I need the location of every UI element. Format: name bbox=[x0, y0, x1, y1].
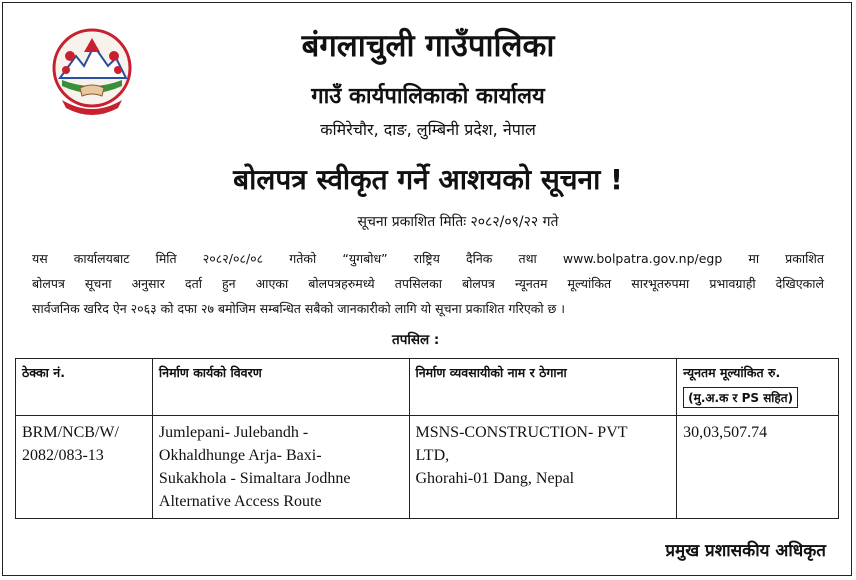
contractor-line: MSNS-CONSTRUCTION- PVT bbox=[415, 424, 628, 441]
cell-contract-no bbox=[16, 416, 153, 519]
cell-amount: 30,03,507.74 bbox=[677, 416, 839, 519]
contract-no-line: BRM/NCB/W/ bbox=[22, 424, 119, 441]
cell-description bbox=[152, 416, 409, 519]
office-address: कमिरेचौर, दाङ, लुम्बिनी प्रदेश, नेपाल bbox=[320, 120, 536, 139]
header-contract-no: ठेक्का नं. bbox=[16, 359, 153, 416]
published-date: सूचना प्रकाशित मितिः २०८२/०९/२२ गते bbox=[357, 214, 559, 230]
header-contractor: निर्माण व्यवसायीको नाम र ठेगाना bbox=[409, 359, 677, 416]
description-line: Okhaldhunge Arja- Baxi- bbox=[158, 447, 322, 464]
tapasil-label: तपसिल : bbox=[392, 332, 440, 348]
municipality-name: बंगलाचुली गाउँपालिका bbox=[301, 28, 555, 64]
body-line: सार्वजनिक खरिद ऐन २०६३ को दफा २७ बमोजिम सम्बन्धित सबैको जानकारीको लागि यो सूचना प्रकाशित गरिएको छ । bbox=[32, 301, 566, 316]
notice-body bbox=[32, 246, 824, 321]
table-header-row bbox=[16, 359, 839, 416]
body-line: बोलपत्र सूचना अनुसार दर्ता हुन आएका बोलपत्रहरुमध्ये तपसिलका बोलपत्र न्यूनतम मूल्यांकित सारभूतरुपमा प्रभावग्राही देखिएकाले bbox=[32, 276, 824, 291]
header-amount bbox=[677, 359, 839, 416]
description-line: Jumlepani- Julebandh - bbox=[158, 424, 309, 441]
office-name: गाउँ कार्यपालिकाको कार्यालय bbox=[311, 84, 545, 109]
header-amount-sub: (मु.अ.क र PS सहित) bbox=[683, 387, 798, 408]
notice-title: बोलपत्र स्वीकृत गर्ने आशयको सूचना ! bbox=[233, 163, 623, 196]
body-line: यस कार्यालयबाट मिति २०८२/०८/०८ गतेको “युगबोध” राष्ट्रिय दैनिक तथा www.bolpatra.gov.np/egp मा प्रकाशित bbox=[32, 251, 824, 266]
contractor-line: Ghorahi-01 Dang, Nepal bbox=[415, 470, 575, 487]
description-line: Sukakhola - Simaltara Jodhne bbox=[158, 470, 351, 487]
cell-contractor bbox=[409, 416, 677, 519]
contract-no-line: 2082/083-13 bbox=[22, 447, 104, 464]
tender-table bbox=[15, 358, 839, 519]
description-line: Alternative Access Route bbox=[158, 493, 322, 510]
header-amount-label: न्यूनतम मूल्यांकित रु. bbox=[683, 365, 781, 380]
header-description: निर्माण कार्यको विवरण bbox=[152, 359, 409, 416]
table-row bbox=[16, 416, 839, 519]
contractor-line: LTD, bbox=[415, 447, 450, 464]
signature-title: प्रमुख प्रशासकीय अधिकृत bbox=[665, 541, 826, 561]
